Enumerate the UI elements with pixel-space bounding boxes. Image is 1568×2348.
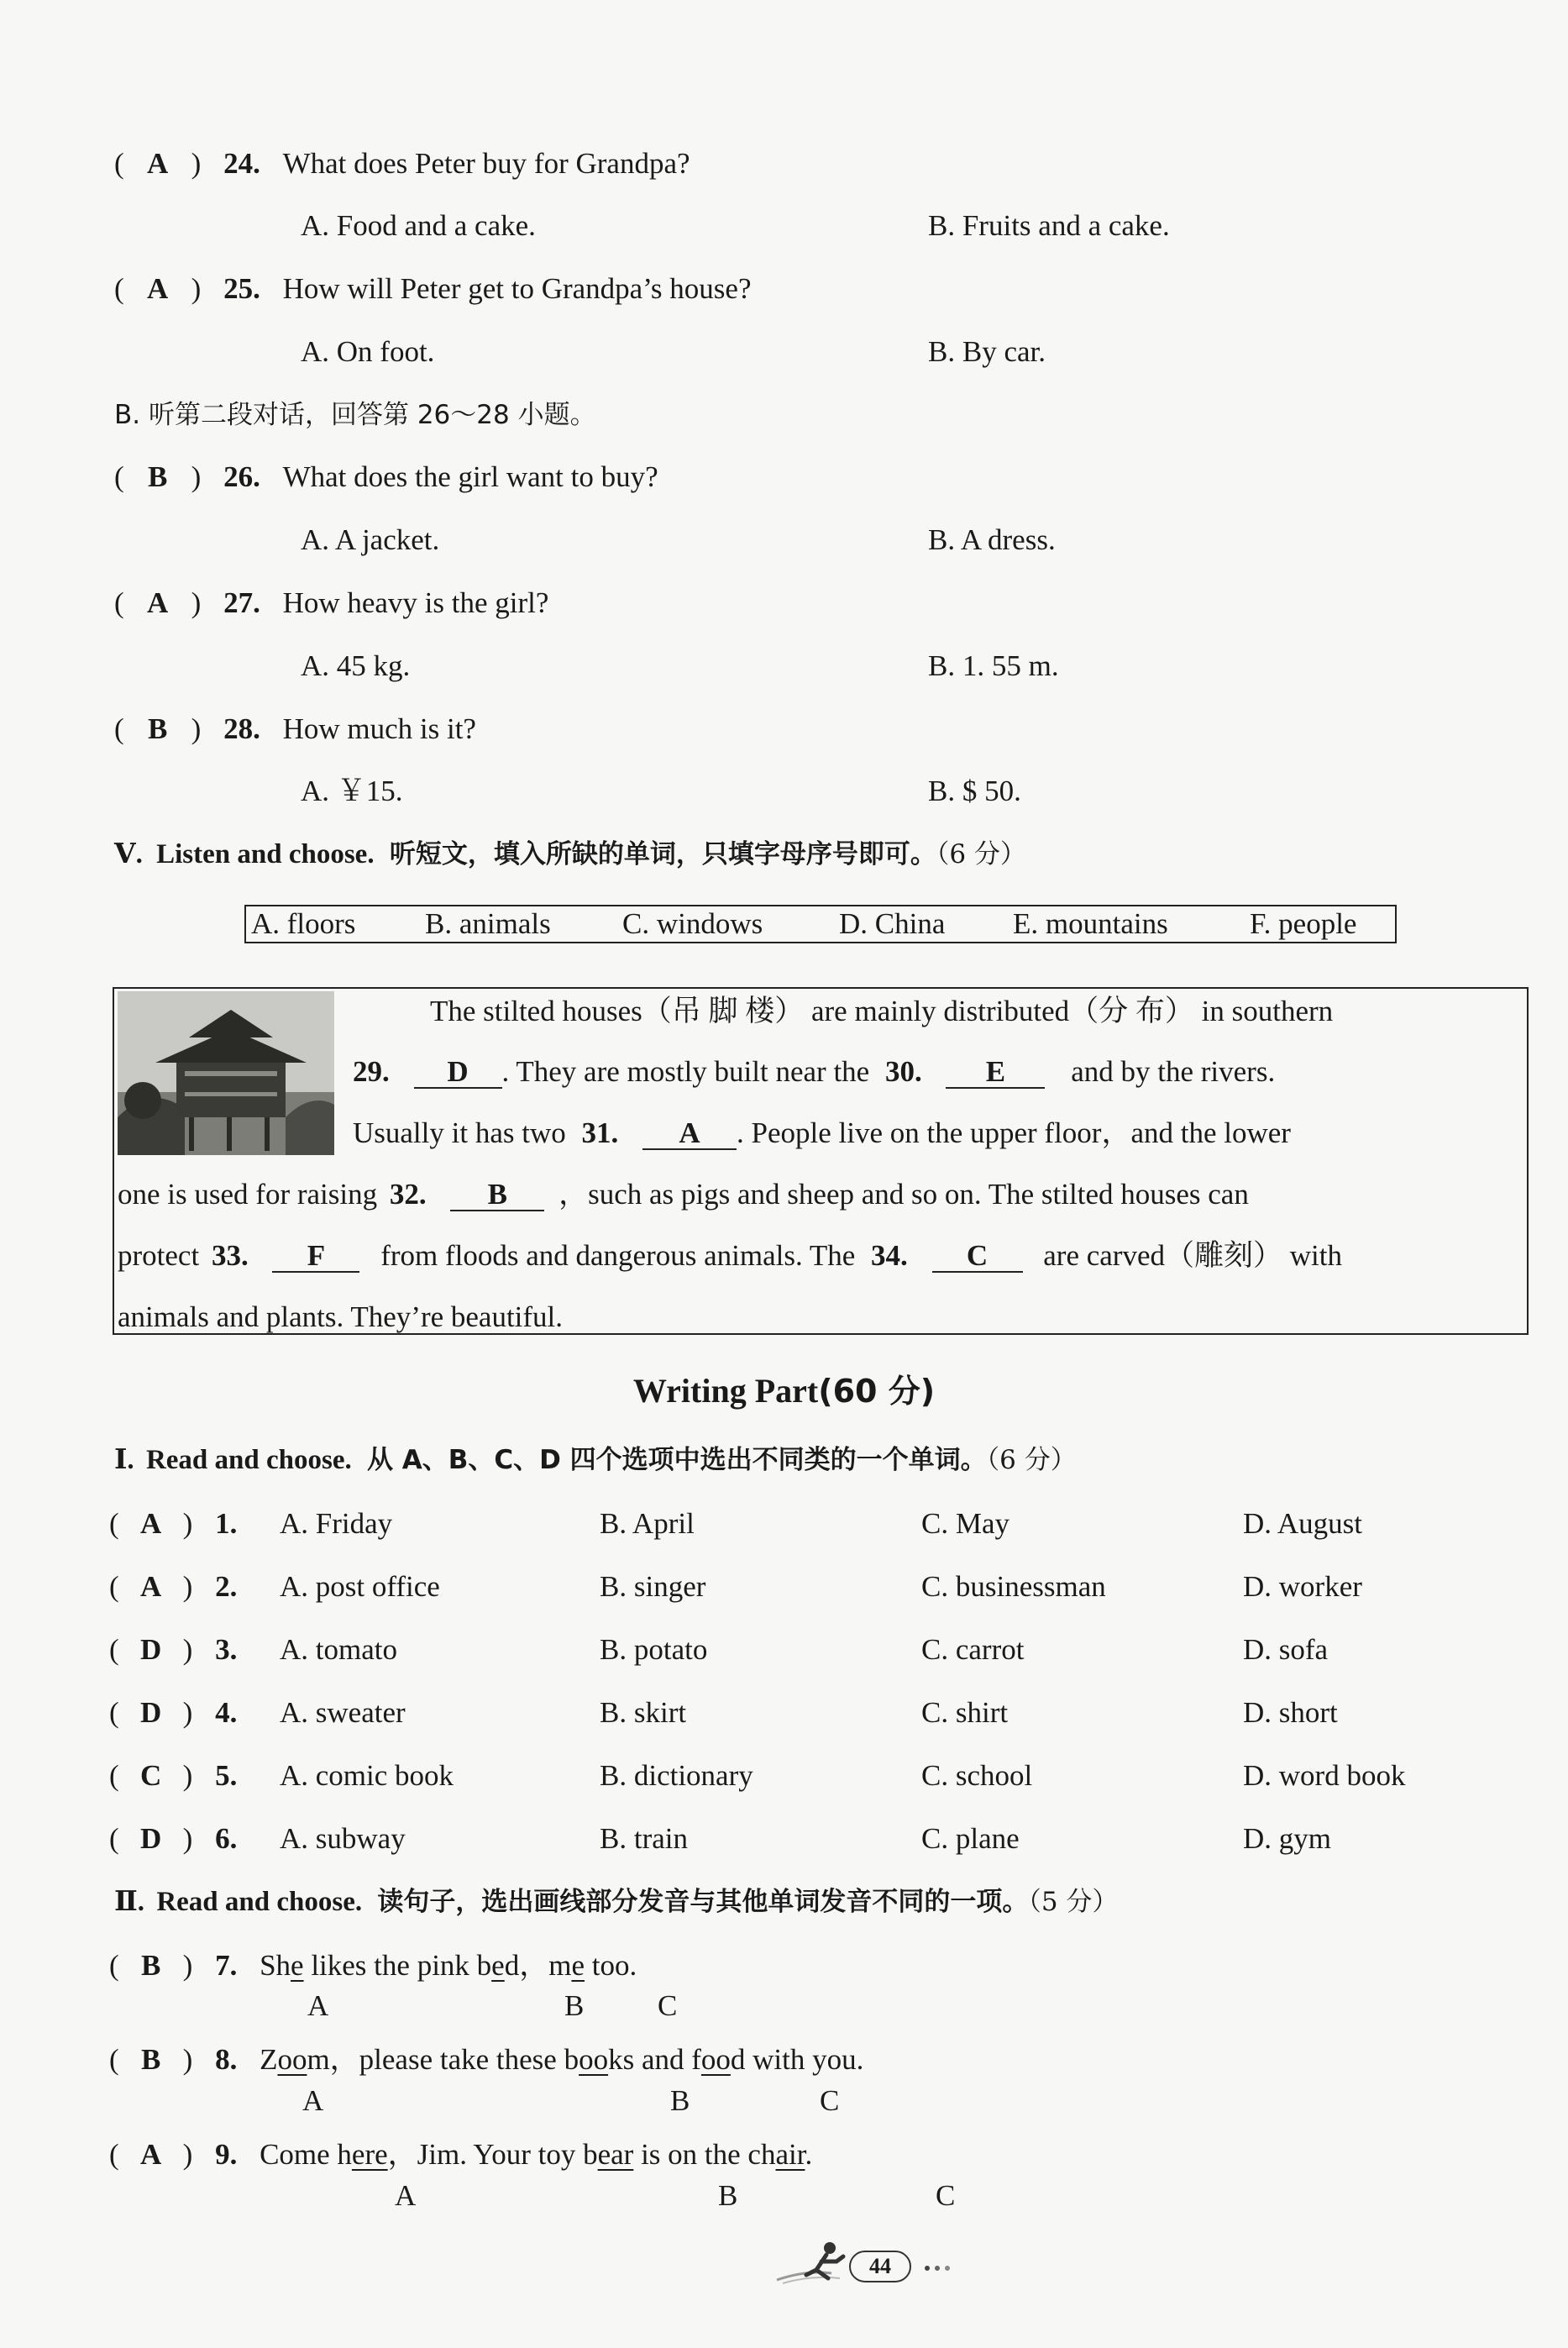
option-c: C. May bbox=[921, 1507, 1009, 1540]
option-b: B. By car. bbox=[928, 335, 1046, 368]
answer-5: C bbox=[140, 1759, 162, 1792]
option-c: C. shirt bbox=[921, 1696, 1009, 1729]
label-c: C bbox=[936, 2179, 956, 2212]
item-5: ( C ) 5. bbox=[109, 1759, 238, 1792]
passage-text: from floods and dangerous animals. The bbox=[380, 1239, 856, 1272]
sentence-text: Sh bbox=[260, 1949, 291, 1982]
label-a: A bbox=[302, 2084, 324, 2117]
option-a: A. A jacket. bbox=[301, 523, 440, 556]
part2-numeral: Ⅱ. bbox=[114, 1887, 145, 1917]
answer-25: A bbox=[147, 272, 169, 305]
question-number: 25. bbox=[223, 272, 260, 305]
part1-points: （6 分） bbox=[986, 1445, 1077, 1475]
item-7: ( B ) 7. She likes the pink bed，me too. bbox=[109, 1949, 637, 1982]
option-d: D. worker bbox=[1243, 1570, 1362, 1603]
blank-34: C bbox=[932, 1241, 1023, 1273]
passage-text: Usually it has two bbox=[353, 1116, 566, 1149]
label-a: A bbox=[395, 2179, 417, 2212]
option-b: B. A dress. bbox=[928, 523, 1056, 556]
item-number: 1. bbox=[215, 1507, 238, 1540]
question-text: How will Peter get to Grandpa’s house? bbox=[282, 272, 752, 305]
item-9: ( A ) 9. Come here，Jim. Your toy bear is on the chair. bbox=[109, 2138, 813, 2171]
option-a: A. comic book bbox=[280, 1759, 454, 1792]
question-number: 28. bbox=[223, 712, 260, 745]
part2-instruction: 读句子，选出画线部分发音与其他单词发音不同的一项。 bbox=[377, 1887, 1029, 1917]
stilted-house-illustration bbox=[118, 991, 334, 1155]
label-c: C bbox=[658, 1989, 678, 2022]
option-a: A. post office bbox=[280, 1570, 440, 1603]
blank-number: 32. bbox=[389, 1178, 427, 1211]
option-c: C. plane bbox=[921, 1822, 1020, 1855]
sentence-text: ks and f bbox=[608, 2043, 701, 2076]
label-b: B bbox=[718, 2179, 738, 2212]
option-a: A. On foot. bbox=[301, 335, 435, 368]
blank-30: E bbox=[946, 1057, 1045, 1089]
underlined-part: oo bbox=[277, 2043, 307, 2076]
underlined-part: e bbox=[491, 1949, 505, 1982]
question-24: ( A ) 24. What does Peter buy for Grandpa? bbox=[114, 147, 690, 180]
passage-line-4 bbox=[118, 1177, 1249, 1212]
blank-number: 34. bbox=[871, 1239, 908, 1272]
answer-24: A bbox=[147, 147, 169, 180]
answer-8: B bbox=[140, 2043, 161, 2076]
question-number: 26. bbox=[223, 460, 260, 493]
option-b: B. potato bbox=[600, 1633, 708, 1666]
part1-instruction: 从 A、B、C、D 四个选项中选出不同类的一个单词。 bbox=[366, 1445, 987, 1475]
sentence-text: d with you. bbox=[730, 2043, 864, 2076]
item-1: ( A ) 1. bbox=[109, 1507, 238, 1540]
item-number: 5. bbox=[215, 1759, 238, 1792]
item-4: ( D ) 4. bbox=[109, 1696, 238, 1729]
option-d: D. sofa bbox=[1243, 1633, 1329, 1666]
sentence bbox=[260, 2138, 812, 2171]
sentence bbox=[260, 2043, 863, 2076]
blank-number: 33. bbox=[211, 1239, 249, 1272]
item-number: 2. bbox=[215, 1570, 238, 1603]
option-b: B. April bbox=[600, 1507, 695, 1540]
option-a: A. subway bbox=[280, 1822, 406, 1855]
blank-number: 30. bbox=[884, 1055, 922, 1088]
instruction-b: B. 听第二段对话，回答第 26～28 小题。 bbox=[114, 400, 596, 430]
blank-31: A bbox=[642, 1118, 737, 1150]
question-text: How much is it? bbox=[282, 712, 476, 745]
item-number: 9. bbox=[215, 2138, 238, 2171]
part5-numeral: Ⅴ. bbox=[114, 839, 143, 869]
item-3: ( D ) 3. bbox=[109, 1633, 238, 1666]
item-number: 3. bbox=[215, 1633, 238, 1666]
word-bank-item: A. floors bbox=[251, 907, 356, 940]
sentence-text: is on the ch bbox=[633, 2138, 776, 2171]
answer-2: A bbox=[140, 1570, 162, 1603]
passage-text: . They are mostly built near the bbox=[501, 1055, 870, 1088]
part2-title: Read and choose. bbox=[156, 1887, 363, 1917]
item-number: 6. bbox=[215, 1822, 238, 1855]
blank-number: 29. bbox=[353, 1055, 390, 1088]
option-a: A. Friday bbox=[280, 1507, 393, 1540]
underlined-part: oo bbox=[700, 2043, 731, 2076]
item-number: 4. bbox=[215, 1696, 238, 1729]
passage-line-1: The stilted houses（吊 脚 楼） are mainly distributed（分 布） in southern bbox=[430, 995, 1334, 1027]
word-bank-item: E. mountains bbox=[1013, 907, 1168, 940]
option-d: D. short bbox=[1243, 1696, 1338, 1729]
part5-heading bbox=[114, 838, 1026, 871]
option-a: A. ￥15. bbox=[301, 775, 403, 807]
option-a: A. tomato bbox=[280, 1633, 397, 1666]
passage-line-6: animals and plants. They’re beautiful. bbox=[118, 1300, 564, 1333]
sentence-text: Come h bbox=[260, 2138, 352, 2171]
label-b: B bbox=[670, 2084, 690, 2117]
blank-32: B bbox=[450, 1179, 544, 1211]
question-text: What does Peter buy for Grandpa? bbox=[282, 147, 690, 180]
option-a: A. Food and a cake. bbox=[301, 209, 536, 242]
page-number: 44 bbox=[869, 2254, 891, 2278]
option-c: C. businessman bbox=[921, 1570, 1106, 1603]
question-number: 24. bbox=[223, 147, 260, 180]
underlined-part: e bbox=[291, 1949, 304, 1982]
question-text: What does the girl want to buy? bbox=[282, 460, 658, 493]
answer-26: B bbox=[147, 460, 168, 493]
underlined-part: oo bbox=[579, 2043, 609, 2076]
question-number: 27. bbox=[223, 586, 260, 619]
word-bank-item: F. people bbox=[1250, 907, 1357, 940]
underlined-part: ere bbox=[351, 2138, 388, 2171]
item-6: ( D ) 6. bbox=[109, 1822, 238, 1855]
word-bank bbox=[244, 905, 1397, 943]
underlined-part: ear bbox=[597, 2138, 634, 2171]
answer-28: B bbox=[147, 712, 168, 745]
option-d: D. August bbox=[1243, 1507, 1362, 1540]
sentence-text: likes the pink b bbox=[303, 1949, 492, 1982]
question-26: ( B ) 26. What does the girl want to buy? bbox=[114, 460, 658, 493]
passage-text: one is used for raising bbox=[118, 1178, 378, 1211]
option-a: A. sweater bbox=[280, 1696, 406, 1729]
part2-heading bbox=[114, 1885, 1118, 1919]
passage-line-5 bbox=[118, 1238, 1342, 1274]
part2-points: （5 分） bbox=[1028, 1887, 1119, 1917]
passage-text: protect bbox=[118, 1239, 200, 1272]
writing-title-text: Writing Part bbox=[632, 1372, 819, 1410]
word-bank-item: C. windows bbox=[622, 907, 763, 940]
option-b: B. singer bbox=[600, 1570, 706, 1603]
item-number: 8. bbox=[215, 2043, 238, 2076]
passage-line-3 bbox=[353, 1116, 1291, 1151]
sentence-text: Z bbox=[260, 2043, 278, 2076]
answer-4: D bbox=[140, 1696, 162, 1729]
answer-9: A bbox=[140, 2138, 162, 2171]
blank-33: F bbox=[272, 1241, 359, 1273]
option-b: B. skirt bbox=[600, 1696, 687, 1729]
blank-number: 31. bbox=[581, 1116, 619, 1149]
option-d: D. gym bbox=[1243, 1822, 1331, 1855]
question-text: How heavy is the girl? bbox=[282, 586, 549, 619]
option-a: A. 45 kg. bbox=[301, 649, 411, 682]
part1-title: Read and choose. bbox=[145, 1445, 352, 1475]
answer-7: B bbox=[140, 1949, 161, 1982]
answer-27: A bbox=[147, 586, 169, 619]
part5-title: Listen and choose. bbox=[156, 839, 375, 869]
label-b: B bbox=[564, 1989, 585, 2022]
option-c: C. school bbox=[921, 1759, 1033, 1792]
sentence-text: d，m bbox=[504, 1949, 572, 1982]
passage-line-2 bbox=[353, 1054, 1275, 1090]
option-b: B. $ 50. bbox=[928, 775, 1021, 807]
passage-text: and by the rivers. bbox=[1071, 1055, 1276, 1088]
page-footer bbox=[773, 2236, 974, 2287]
part5-instruction: 听短文，填入所缺的单词，只填字母序号即可。 bbox=[389, 839, 936, 869]
stilted-house-photo bbox=[118, 991, 334, 1155]
option-b: B. train bbox=[600, 1822, 688, 1855]
part1-numeral: Ⅰ. bbox=[114, 1445, 134, 1475]
answer-6: D bbox=[140, 1822, 162, 1855]
question-28: ( B ) 28. How much is it? bbox=[114, 712, 476, 745]
option-b: B. 1. 55 m. bbox=[928, 649, 1059, 682]
option-b: B. Fruits and a cake. bbox=[928, 209, 1170, 242]
passage-text: are carved（雕刻） with bbox=[1043, 1239, 1342, 1272]
item-2: ( A ) 2. bbox=[109, 1570, 238, 1603]
blank-29: D bbox=[414, 1057, 502, 1089]
writing-part-title bbox=[0, 1371, 1568, 1411]
answer-3: D bbox=[140, 1633, 162, 1666]
passage-text: . People live on the upper floor，and the lower bbox=[736, 1116, 1291, 1149]
label-c: C bbox=[820, 2084, 840, 2117]
sentence-text: . bbox=[805, 2138, 813, 2171]
sentence-text: m，please take these b bbox=[307, 2043, 579, 2076]
underlined-part: e bbox=[571, 1949, 585, 1982]
question-25: ( A ) 25. How will Peter get to Grandpa’s house? bbox=[114, 272, 752, 305]
question-27: ( A ) 27. How heavy is the girl? bbox=[114, 586, 549, 619]
sentence bbox=[260, 1949, 637, 1982]
answer-1: A bbox=[140, 1507, 162, 1540]
option-b: B. dictionary bbox=[600, 1759, 753, 1792]
underlined-part: air bbox=[775, 2138, 805, 2171]
option-c: C. carrot bbox=[921, 1633, 1025, 1666]
word-bank-item: B. animals bbox=[425, 907, 551, 940]
part1-heading bbox=[114, 1443, 1077, 1477]
part5-points: （6 分） bbox=[936, 839, 1026, 869]
option-d: D. word book bbox=[1243, 1759, 1406, 1792]
writing-points: (60 分) bbox=[818, 1373, 936, 1410]
word-bank-item: D. China bbox=[839, 907, 946, 940]
item-8: ( B ) 8. Zoom，please take these books and food with you. bbox=[109, 2043, 864, 2076]
label-a: A bbox=[307, 1989, 329, 2022]
sentence-text: too. bbox=[585, 1949, 637, 1982]
item-number: 7. bbox=[215, 1949, 238, 1982]
passage-text: ，such as pigs and sheep and so on. The stilted houses can bbox=[559, 1178, 1249, 1211]
sentence-text: ，Jim. Your toy b bbox=[387, 2138, 598, 2171]
